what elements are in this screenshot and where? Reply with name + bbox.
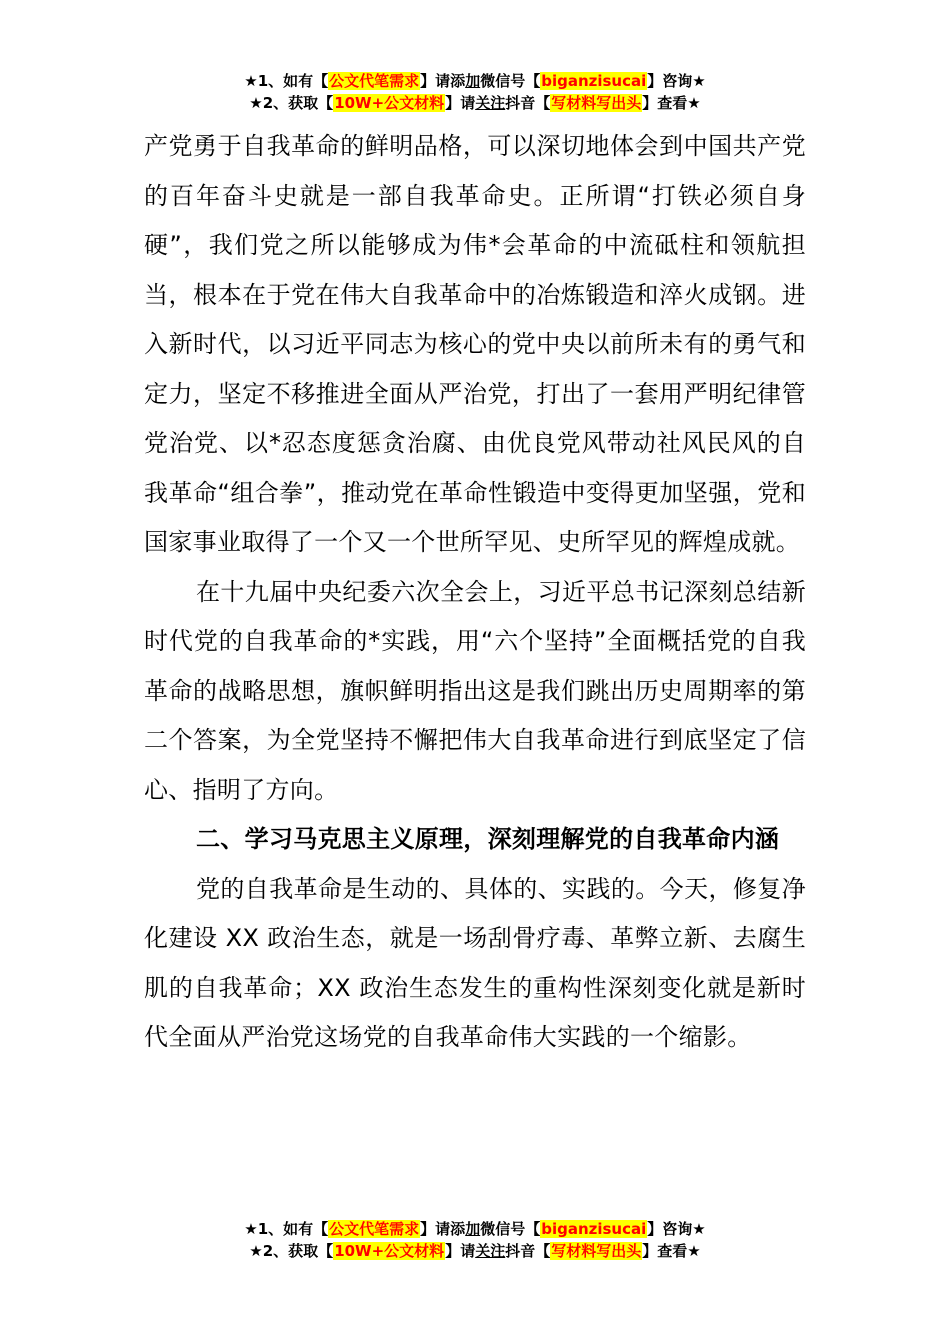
banner-text: 】请添 — [420, 72, 466, 90]
banner-line-1 — [0, 70, 950, 92]
banner-text: 微信号【 — [480, 72, 541, 90]
banner-text: 】咨询★ — [647, 72, 706, 90]
banner-underlined: 加 — [465, 72, 481, 90]
banner-text: 】请 — [445, 94, 476, 112]
banner-text: ★2、获取【 — [249, 94, 334, 112]
banner-underlined: 关注 — [475, 1242, 506, 1260]
banner-highlight: 写材料写出头 — [551, 1242, 642, 1260]
banner-highlight: 10W+公文材料 — [334, 1242, 445, 1260]
banner-line-1 — [0, 1218, 950, 1240]
paragraph-continued: 产党勇于自我革命的鲜明品格，可以深切地体会到中国共产党的百年奋斗史就是一部自我革命史。正所谓“打铁必须自身硬”，我们党之所以能够成为伟*会革命的中流砥柱和领航担当，根本在于党在伟大自我革命中的冶炼锻造和淬火成钢。进入新时代，以习近平同志为核心的党中央以前所未有的勇气和定力，坚定不移推进全面从严治党，打出了一套用严明纪律管党治党、以*忍态度惩贪治腐、由优良党风带动社风民风的自我革命“组合拳”，推动党在革命性锻造中变得更加坚强，党和国家事业取得了一个又一个世所罕见、史所罕见的辉煌成就。 — [144, 132, 806, 556]
banner-line-2 — [0, 1240, 950, 1262]
document-body — [144, 122, 806, 1063]
banner-text: 抖音【 — [505, 1242, 551, 1260]
banner-highlight: 10W+公文材料 — [334, 94, 445, 112]
paragraph: 在十九届中央纪委六次全会上，习近平总书记深刻总结新时代党的自我革命的*实践，用“六个坚持”全面概括党的自我革命的战略思想，旗帜鲜明指出这是我们跳出历史周期率的第二个答案，为全党坚持不懈把伟大自我革命进行到底坚定了信心、指明了方向。 — [144, 577, 806, 804]
banner-text: 抖音【 — [505, 94, 551, 112]
banner-text: ★1、如有【 — [244, 1220, 329, 1238]
banner-underlined: 加 — [465, 1220, 481, 1238]
footer-banner — [0, 1218, 950, 1262]
banner-highlight: 公文代笔需求 — [329, 72, 420, 90]
banner-highlight: biganzisucai — [541, 72, 647, 90]
banner-underlined: 关注 — [475, 94, 506, 112]
banner-text: ★1、如有【 — [244, 72, 329, 90]
banner-text: 】请 — [445, 1242, 476, 1260]
banner-text: 】咨询★ — [647, 1220, 706, 1238]
banner-text: 】请添 — [420, 1220, 466, 1238]
banner-text: 】查看★ — [642, 94, 701, 112]
banner-highlight: 写材料写出头 — [551, 94, 642, 112]
banner-highlight: 公文代笔需求 — [329, 1220, 420, 1238]
banner-line-2 — [0, 92, 950, 114]
banner-text: ★2、获取【 — [249, 1242, 334, 1260]
paragraph: 党的自我革命是生动的、具体的、实践的。今天，修复净化建设 XX 政治生态，就是一场刮骨疗毒、革弊立新、去腐生肌的自我革命；XX 政治生态发生的重构性深刻变化就是新时代全面从严治党这场党的自我革命伟大实践的一个缩影。 — [144, 874, 806, 1051]
section-heading: 二、学习马克思主义原理，深刻理解党的自我革命内涵 — [196, 825, 780, 853]
banner-text: 微信号【 — [480, 1220, 541, 1238]
banner-highlight: biganzisucai — [541, 1220, 647, 1238]
header-banner — [0, 70, 950, 114]
banner-text: 】查看★ — [642, 1242, 701, 1260]
